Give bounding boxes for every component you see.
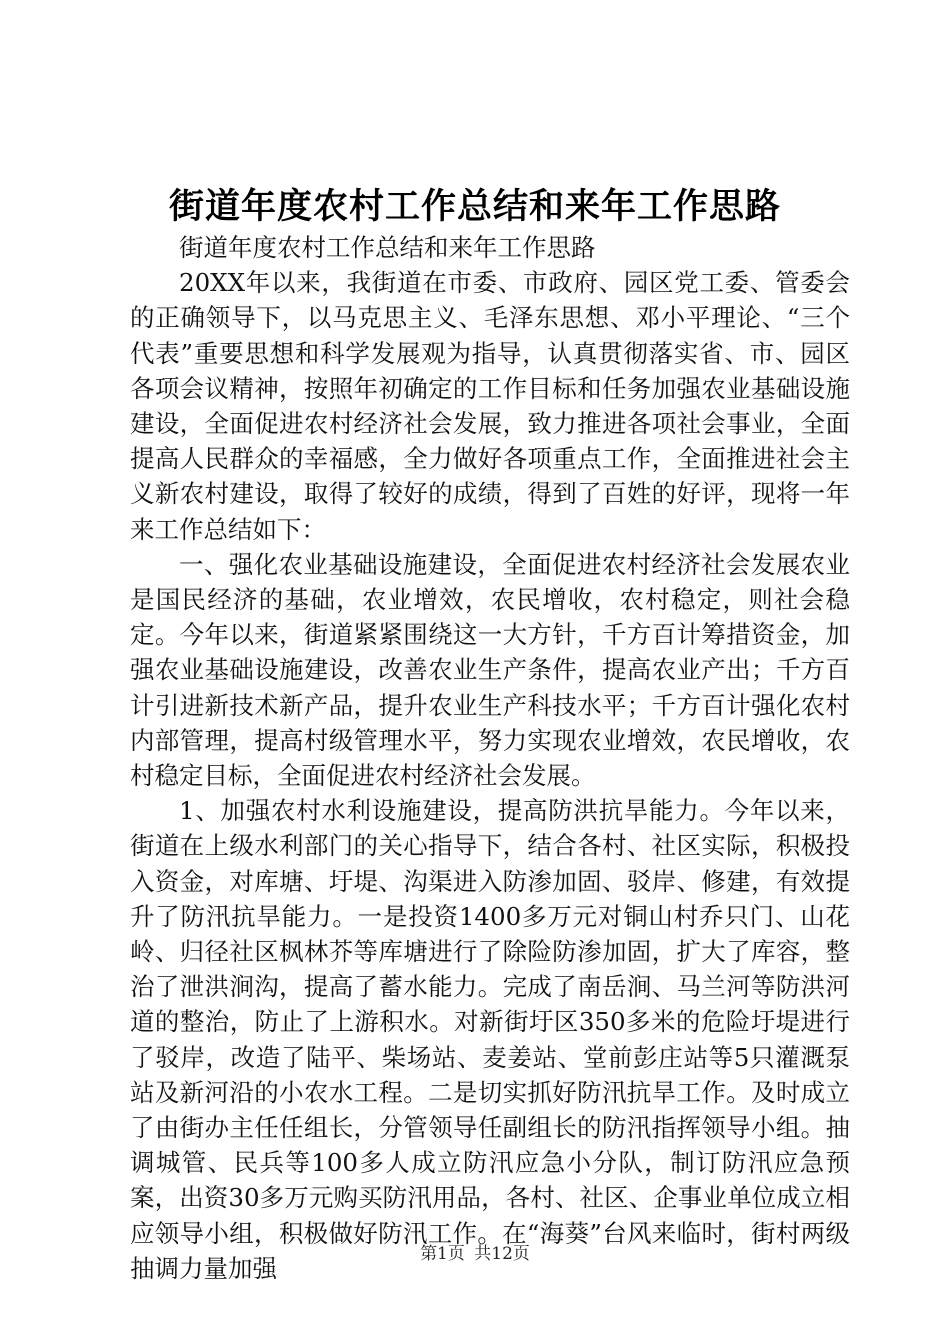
- subtitle-paragraph: 街道年度农村工作总结和来年工作思路: [179, 233, 596, 262]
- body-paragraph: 20XX年以来，我街道在市委、市政府、园区党工委、管委会的正确领导下，以马克思主义、毛泽东思想、邓小平理论、“三个代表”重要思想和科学发展观为指导，认真贯彻落实省、市、园区各项会议精神，按照年初确定的工作目标和任务加强农业基础设施建设，全面促进农村经济社会发展，致力推进各项社会事业，全面提高人民群众的幸福感，全力做好各项重点工作，全面推进社会主义新农村建设，取得了较好的成绩，得到了百姓的好评，现将一年来工作总结如下：: [130, 268, 850, 544]
- page-number-total: 共12页: [474, 1244, 530, 1264]
- page-number-current: 第1页: [420, 1244, 465, 1264]
- body-paragraph: 一、强化农业基础设施建设，全面促进农村经济社会发展农业是国民经济的基础，农业增效，农民增收，农村稳定，则社会稳定。今年以来，街道紧紧围绕这一大方针，千方百计筹措资金，加强农业基础设施建设，改善农业生产条件，提高农业产出；千方百计引进新技术新产品，提升农业生产科技水平；千方百计强化农村内部管理，提高村级管理水平，努力实现农业增效，农民增收，农村稳定目标，全面促进农村经济社会发展。: [130, 549, 850, 791]
- document-body: [130, 230, 850, 1286]
- body-paragraph: 1、加强农村水利设施建设，提高防洪抗旱能力。今年以来，街道在上级水利部门的关心指导下，结合各村、社区实际，积极投入资金，对库塘、圩堤、沟渠进入防渗加固、驳岸、修建，有效提升了防汛抗旱能力。一是投资1400多万元对铜山村乔只门、山花岭、归径社区枫林芥等库塘进行了除险防渗加固，扩大了库容，整治了泄洪涧沟，提高了蓄水能力。完成了南岳涧、马兰河等防洪河道的整治，防止了上游积水。对新街圩区350多米的危险圩堤进行了驳岸，改造了陆平、柴场站、麦姜站、堂前彭庄站等5只灌溉泵站及新河沿的小农水工程。二是切实抓好防汛抗旱工作。及时成立了由街办主任任组长，分管领导任副组长的防汛指挥领导小组。抽调城管、民兵等100多人成立防汛应急小分队，制订防汛应急预案，出资30多万元购买防汛用品，各村、社区、企事业单位成立相应领导小组，积极做好防汛工作。在“海葵”台风来临时，街村两级抽调力量加强: [130, 796, 850, 1283]
- page-footer: [0, 1242, 950, 1266]
- document-title: 街道年度农村工作总结和来年工作思路: [168, 186, 781, 228]
